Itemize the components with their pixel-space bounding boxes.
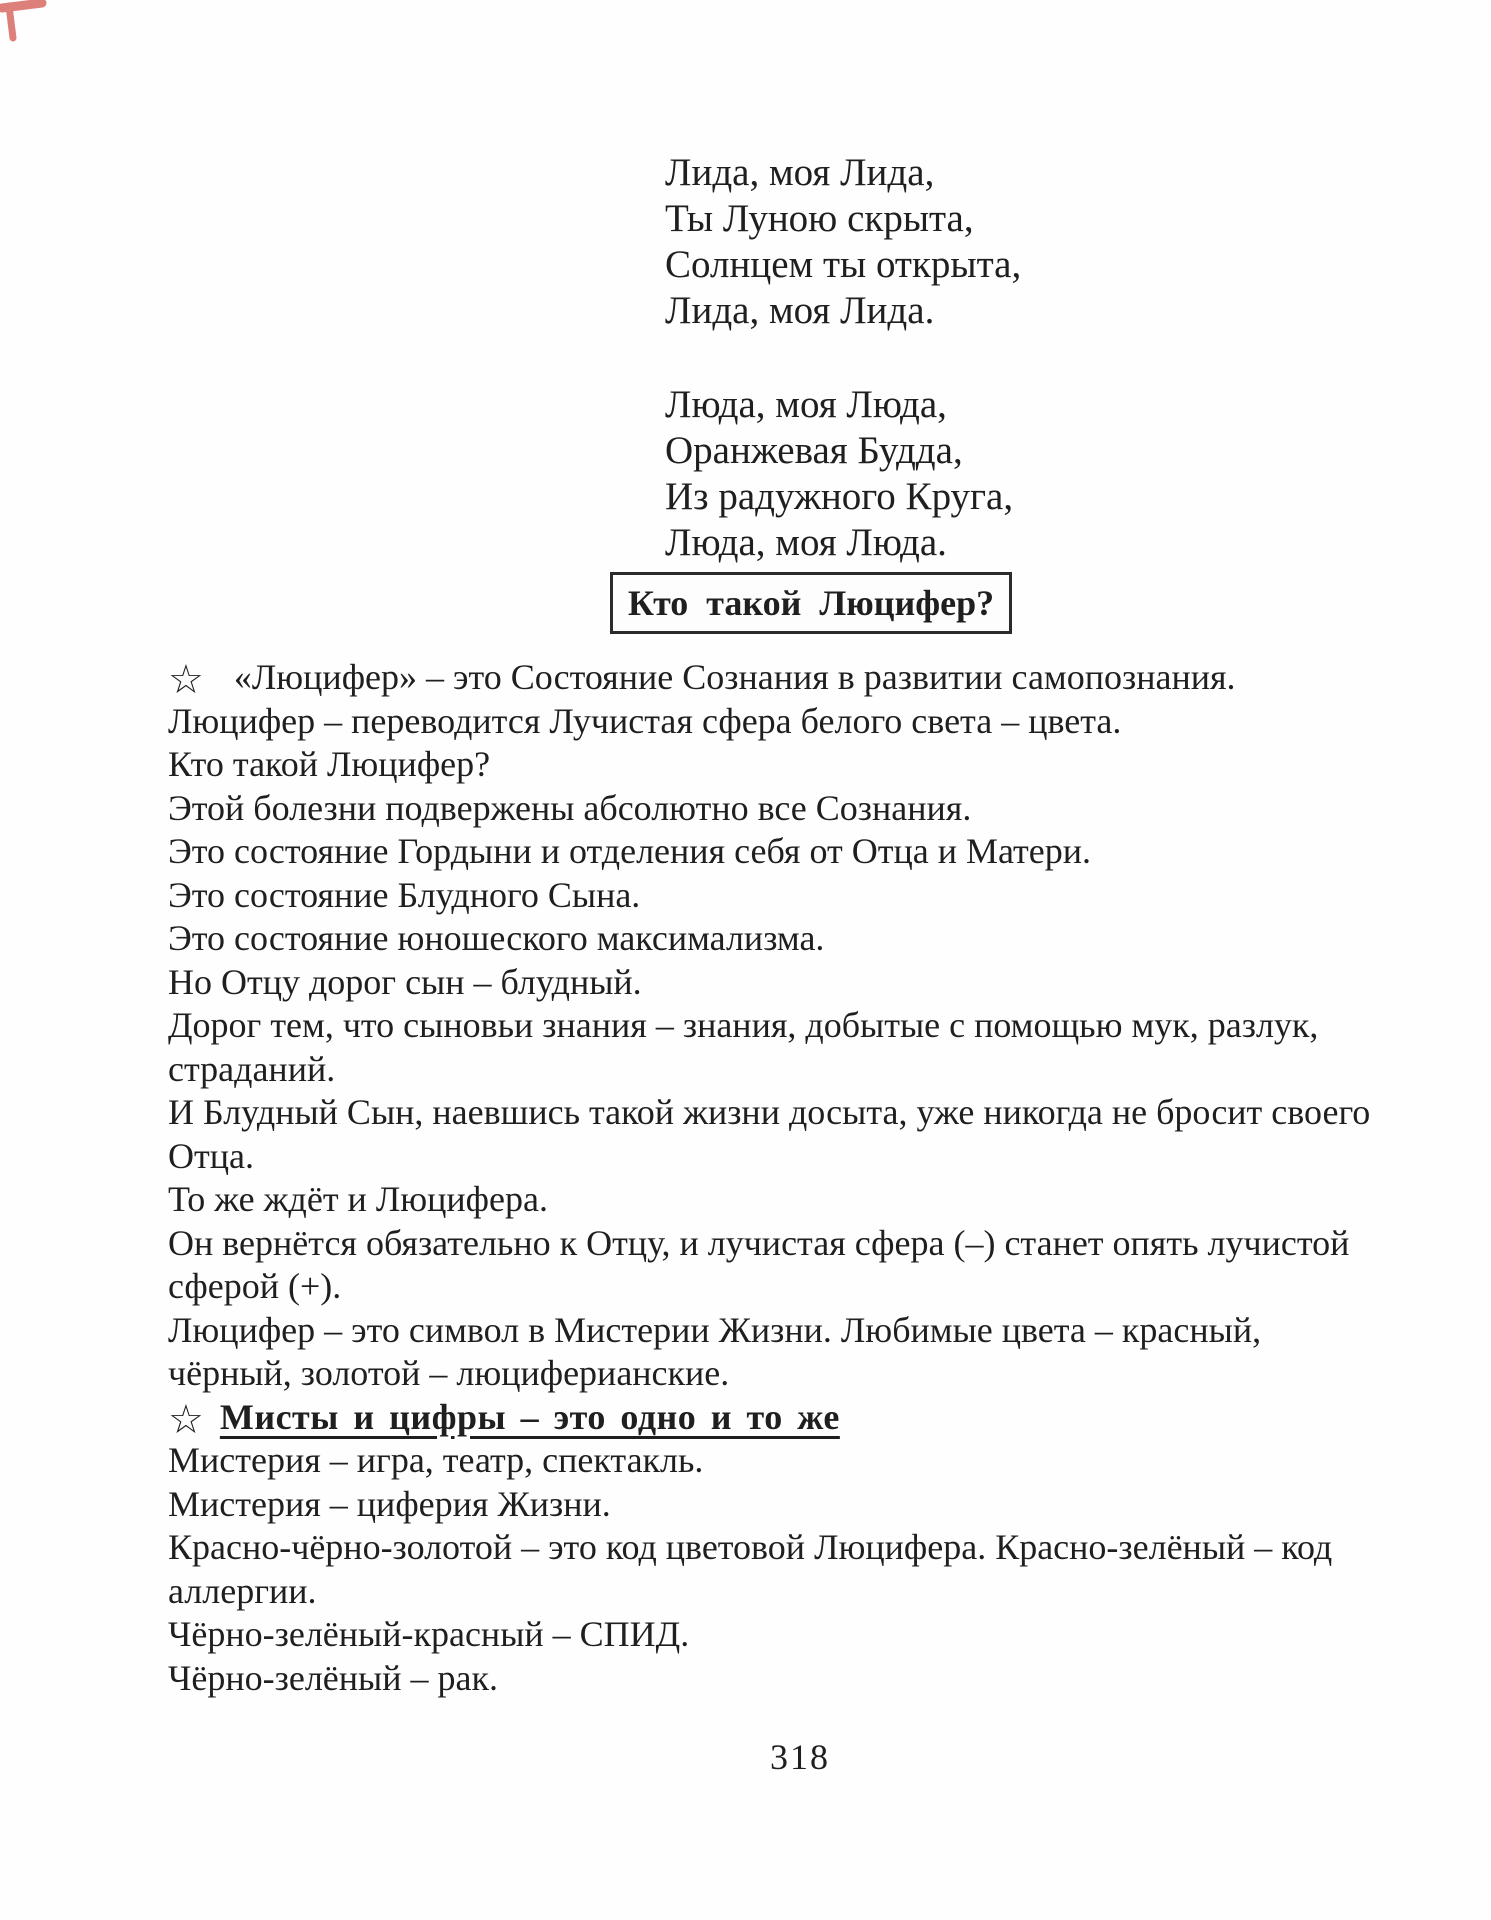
body-line: страданий. bbox=[168, 1048, 336, 1089]
poem-line: Ты Луною скрыта, bbox=[665, 197, 974, 240]
poem-stanza-2 bbox=[665, 382, 1021, 566]
body-line: Но Отцу дорог сын – блудный. bbox=[168, 961, 642, 1002]
star-bullet-icon: ☆ bbox=[168, 657, 204, 703]
poem-line: Лида, моя Лида, bbox=[665, 151, 935, 194]
body-line: Этой болезни подвержены абсолютно все Сознания. bbox=[168, 787, 972, 828]
star-bullet-icon: ☆ bbox=[168, 1396, 204, 1443]
body-line-text: «Люцифер» – это Состояние Сознания в развитии самопознания. bbox=[233, 657, 1236, 697]
body-line-intro bbox=[168, 656, 1458, 703]
body-line: Это состояние Гордыни и отделения себя от Отца и Матери. bbox=[168, 831, 1092, 871]
body-line: Красно-чёрно-золотой – это код цветовой Люцифера. Красно-зелёный – код bbox=[168, 1527, 1333, 1567]
body-line: Отца. bbox=[168, 1135, 254, 1176]
body-line: чёрный, золотой – люциферианские. bbox=[168, 1353, 730, 1393]
body-subheading-line bbox=[168, 1396, 1458, 1443]
body-line: Кто такой Люцифер? bbox=[168, 744, 491, 784]
body-text-block bbox=[168, 656, 1458, 1700]
body-line: Люцифер – переводится Лучистая сфера белого света – цвета. bbox=[168, 700, 1122, 741]
body-line: И Блудный Сын, наевшись такой жизни досыта, уже никогда не бросит своего bbox=[168, 1092, 1371, 1132]
body-line: Чёрно-зелёный-красный – СПИД. bbox=[168, 1614, 690, 1654]
body-line: Дорог тем, что сыновьи знания – знания, добытые с помощью мук, разлук, bbox=[168, 1005, 1319, 1045]
body-line: Люцифер – это символ в Мистерии Жизни. Любимые цвета – красный, bbox=[168, 1309, 1262, 1350]
poem-line: Солнцем ты открыта, bbox=[665, 243, 1022, 286]
body-line: Это состояние Блудного Сына. bbox=[168, 874, 641, 915]
red-pen-mark-icon bbox=[0, 0, 80, 60]
section-heading-box bbox=[610, 572, 1012, 634]
poem-line: Лида, моя Лида. bbox=[665, 289, 935, 332]
poem-block bbox=[665, 150, 1021, 566]
poem-line: Из радужного Круга, bbox=[665, 475, 1014, 518]
section-heading-text: Кто такой Люцифер? bbox=[627, 583, 995, 623]
body-line: Это состояние юношеского максимализма. bbox=[168, 918, 825, 958]
body-line: аллергии. bbox=[168, 1570, 317, 1611]
page-number: 318 bbox=[770, 1737, 830, 1777]
poem-line: Люда, моя Люда, bbox=[665, 383, 947, 426]
body-line: Мистерия – игра, театр, спектакль. bbox=[168, 1440, 704, 1480]
poem-stanza-1 bbox=[665, 150, 1021, 334]
body-line: То же ждёт и Люцифера. bbox=[168, 1179, 548, 1219]
body-line: сферой (+). bbox=[168, 1266, 342, 1306]
poem-line: Люда, моя Люда. bbox=[665, 521, 947, 564]
body-line: Он вернётся обязательно к Отцу, и лучистая сфера (–) станет опять лучистой bbox=[168, 1222, 1350, 1263]
poem-line: Оранжевая Будда, bbox=[665, 429, 963, 472]
body-line: Мистерия – циферия Жизни. bbox=[168, 1483, 611, 1524]
subheading-text: Мисты и цифры – это одно и то же bbox=[219, 1396, 840, 1437]
body-line: Чёрно-зелёный – рак. bbox=[168, 1657, 498, 1698]
